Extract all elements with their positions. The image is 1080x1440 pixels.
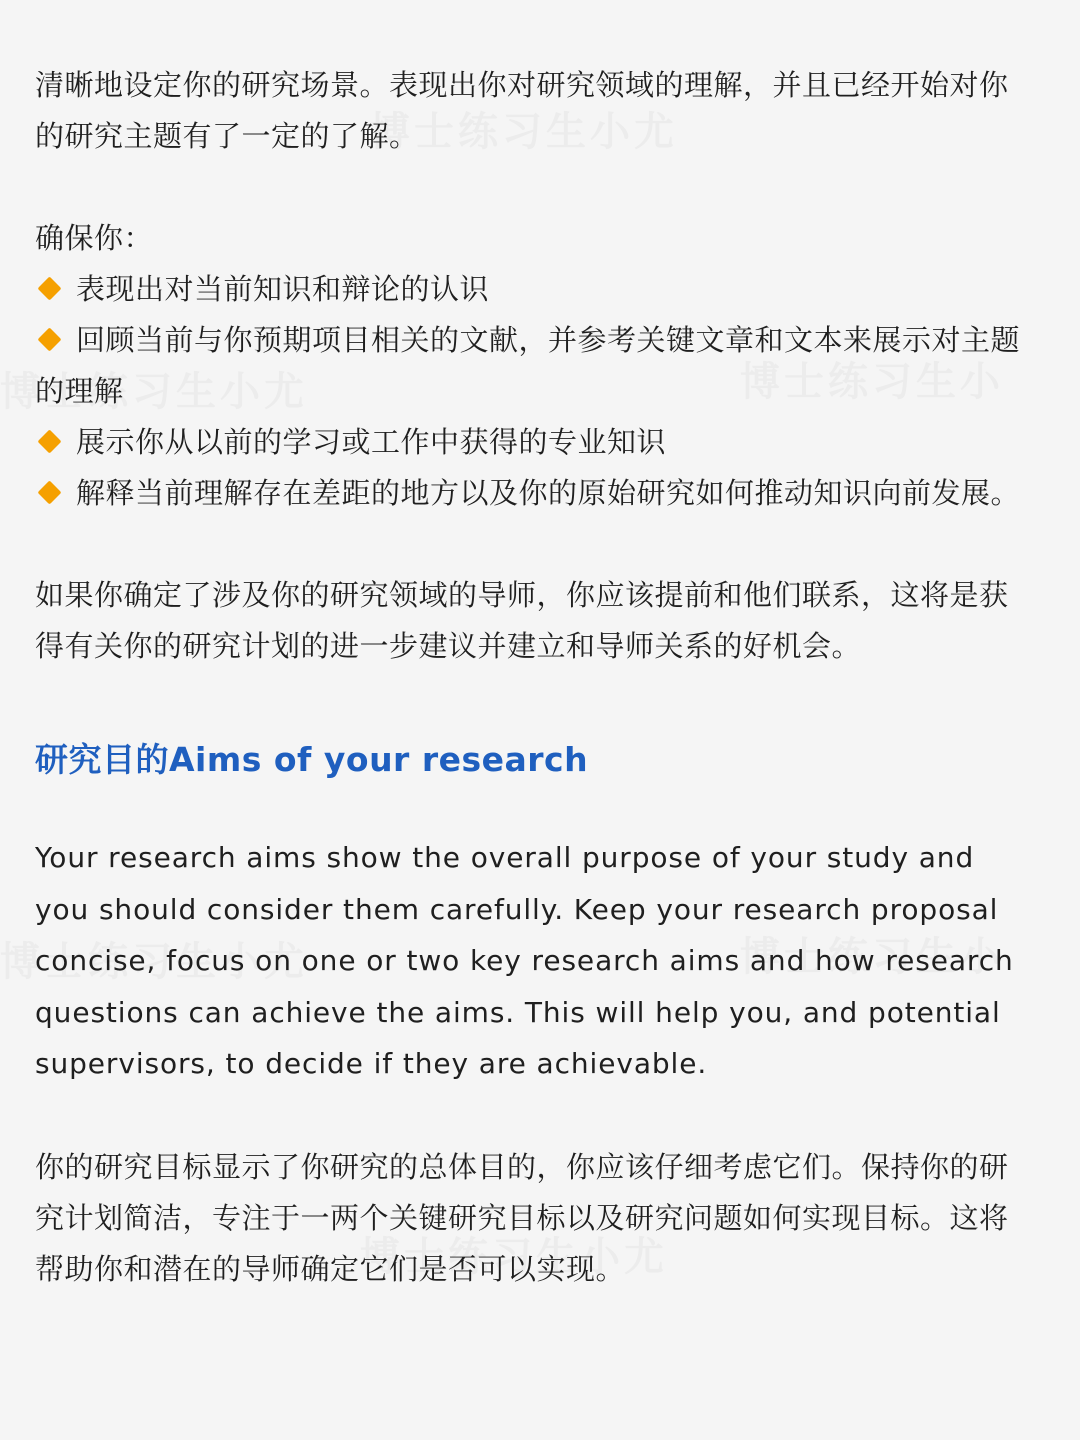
list-item-text: 展示你从以前的学习或工作中获得的专业知识 — [76, 425, 667, 459]
list-item — [35, 417, 1035, 468]
supervisor-contact-paragraph: 如果你确定了涉及你的研究领域的导师，你应该提前和他们联系，这将是获得有关你的研究计划的进一步建议并建立和导师关系的好机会。 — [35, 578, 1009, 663]
orange-diamond-icon — [37, 480, 61, 504]
list-item-text: 解释当前理解存在差距的地方以及你的原始研究如何推动知识向前发展。 — [76, 476, 1021, 510]
requirements-list — [35, 264, 1035, 519]
orange-diamond-icon — [37, 276, 61, 300]
list-item — [35, 315, 1035, 417]
aims-chinese-paragraph: 你的研究目标显示了你研究的总体目的，你应该仔细考虑它们。保持你的研究计划简洁，专注于一两个关键研究目标以及研究问题如何实现目标。这将帮助你和潜在的导师确定它们是否可以实现。 — [35, 1149, 1009, 1286]
list-item-text: 回顾当前与你预期项目相关的文献，并参考关键文章和文本来展示对主题的理解 — [35, 323, 1021, 408]
orange-diamond-icon — [37, 327, 61, 351]
list-item-text: 表现出对当前知识和辩论的认识 — [76, 272, 490, 306]
intro-paragraph: 清晰地设定你的研究场景。表现出你对研究领域的理解，并且已经开始对你的研究主题有了一定的了解。 — [35, 68, 1009, 153]
orange-diamond-icon — [37, 429, 61, 453]
section-heading: 研究目的Aims of your research — [35, 740, 589, 779]
list-item — [35, 468, 1035, 519]
article-body — [35, 60, 1035, 1295]
aims-english-paragraph: Your research aims show the overall purpose of your study and you should consider them carefully. Keep your research proposal concise, focus on one or two key research aims and how research questions can achieve the aims. This will help you, and potential supervisors, to decide if they are achievable. — [35, 841, 1014, 1080]
list-item — [35, 264, 1035, 315]
ensure-heading: 确保你： — [35, 221, 154, 255]
